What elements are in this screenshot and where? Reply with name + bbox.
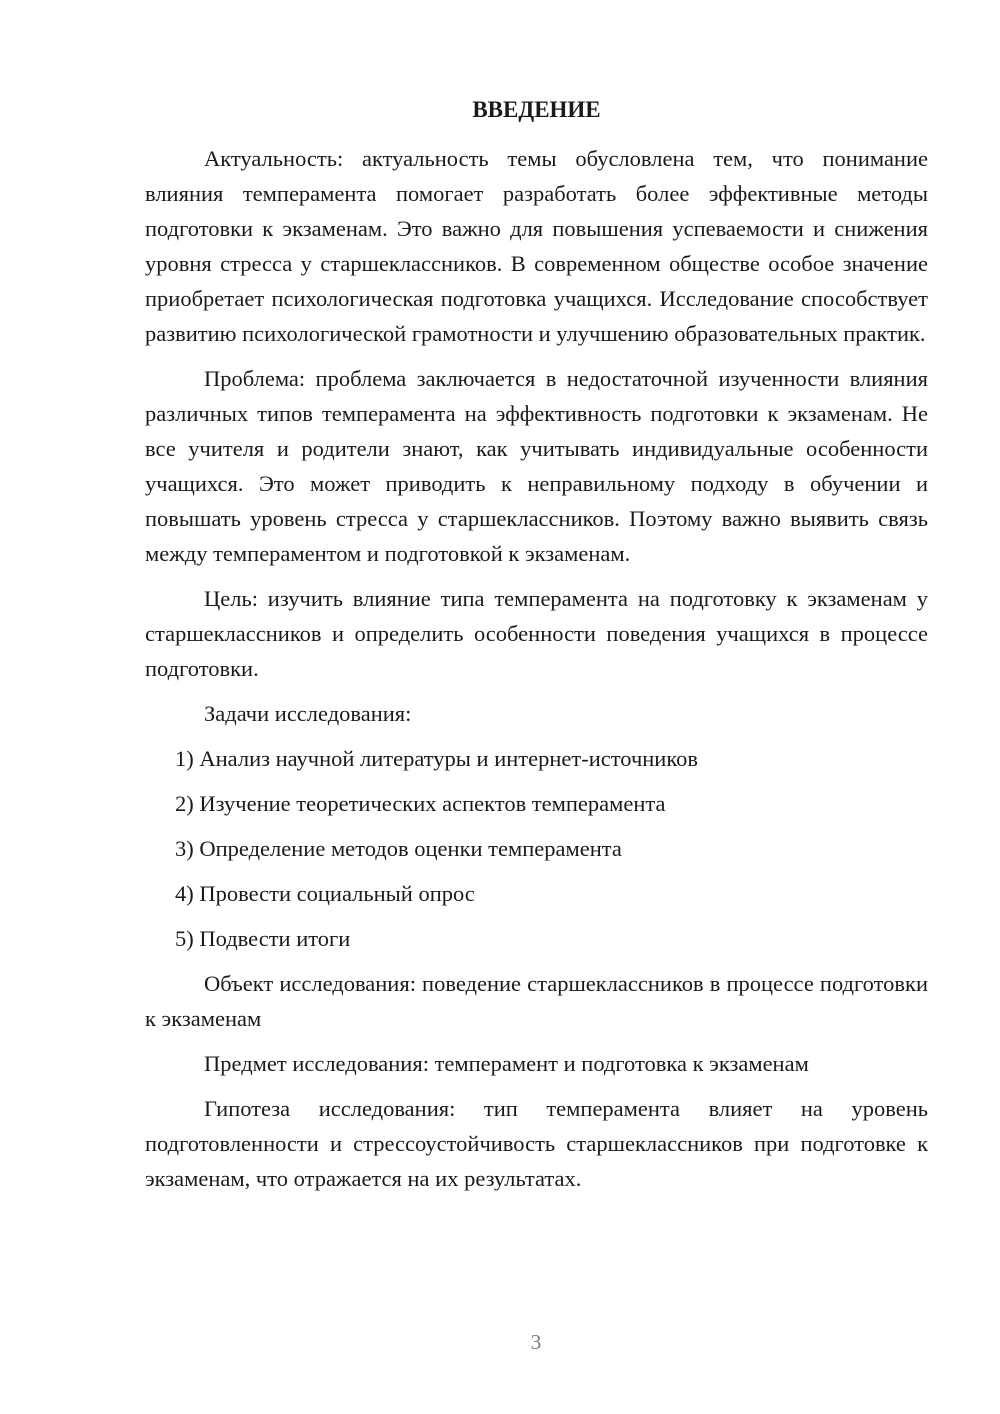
list-item: 3) Определение методов оценки темперамента xyxy=(175,836,622,861)
list-item: 2) Изучение теоретических аспектов темперамента xyxy=(175,791,666,816)
object-paragraph: Объект исследования: поведение старшеклассников в процессе подготовки к экзаменам xyxy=(145,971,928,1031)
subject-paragraph: Предмет исследования: темперамент и подготовка к экзаменам xyxy=(204,1051,809,1076)
tasks-heading: Задачи исследования: xyxy=(204,701,412,726)
list-item: 5) Подвести итоги xyxy=(175,926,351,951)
page-number: 3 xyxy=(530,1330,542,1354)
list-item: 1) Анализ научной литературы и интернет-источников xyxy=(175,746,699,771)
tasks-list xyxy=(145,741,928,956)
problem-paragraph: Проблема: проблема заключается в недостаточной изученности влияния различных типов темперамента на эффективность подготовки к экзаменам. Не все учителя и родители знают, как учитывать индивидуальные особенности учащихся. Это может приводить к неправильному подходу в обучении и повышать уровень стресса у старшеклассников. Поэтому важно выявить связь между темпераментом и подготовкой к экзаменам. xyxy=(145,366,928,566)
page-title: ВВЕДЕНИЕ xyxy=(472,97,601,122)
goal-paragraph: Цель: изучить влияние типа темперамента на подготовку к экзаменам у старшеклассников и определить особенности поведения учащихся в процессе подготовки. xyxy=(145,586,928,681)
hypothesis-paragraph: Гипотеза исследования: тип темперамента влияет на уровень подготовленности и стрессоустойчивость старшеклассников при подготовке к экзаменам, что отражается на их результатах. xyxy=(145,1096,928,1191)
relevance-paragraph: Актуальность: актуальность темы обусловлена тем, что понимание влияния темперамента помогает разработать более эффективные методы подготовки к экзаменам. Это важно для повышения успеваемости и снижения уровня стресса у старшеклассников. В современном обществе особое значение приобретает психологическая подготовка учащихся. Исследование способствует развитию психологической грамотности и улучшению образовательных практик. xyxy=(145,146,928,346)
document-page xyxy=(145,92,928,1206)
list-item: 4) Провести социальный опрос xyxy=(175,881,475,906)
